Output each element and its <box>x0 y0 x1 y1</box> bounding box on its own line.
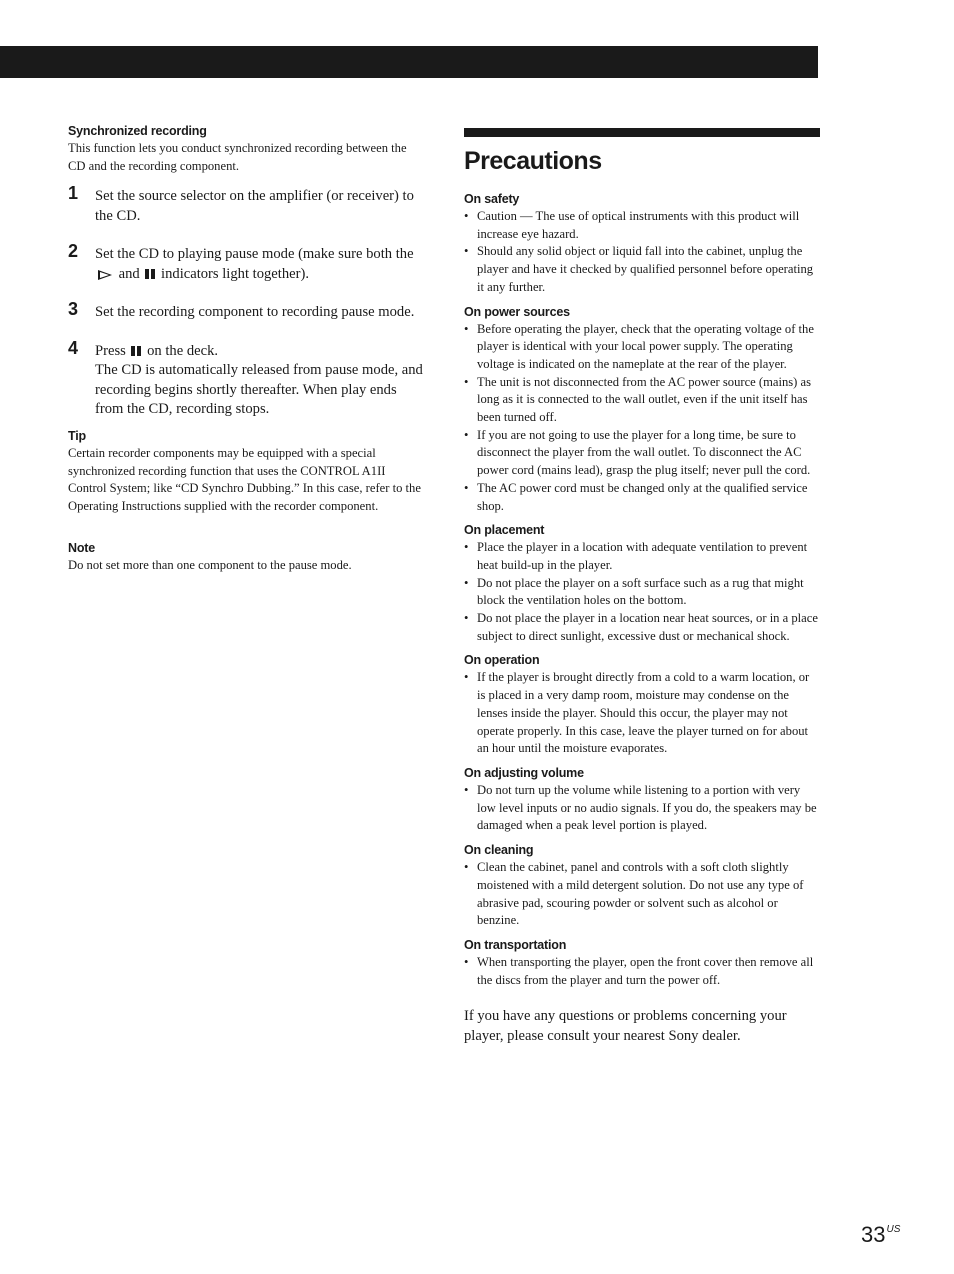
note-text: Do not set more than one component to the pause mode. <box>68 557 352 572</box>
section-power-sources <box>464 305 820 516</box>
step-text: Set the recording component to recording pause mode. <box>95 304 415 321</box>
pause-icon <box>145 269 155 279</box>
section-heading: On transportation <box>464 937 567 952</box>
page-title: Precautions <box>464 147 602 175</box>
section-placement <box>464 523 820 645</box>
list-item: • The unit is not disconnected from the AC power source (mains) as long as it is connected to the wall outlet, even if the unit itself has been turned off. <box>464 374 820 427</box>
step-text: Set the CD to playing pause mode (make sure both the <box>95 246 414 263</box>
list-item: • Before operating the player, check that the operating voltage of the player is identical with your local power supply. The operating voltage is indicated on the nameplate at the rear of the player. <box>464 321 820 374</box>
section-operation <box>464 653 820 758</box>
step-2 <box>68 241 424 284</box>
section-transportation <box>464 938 820 989</box>
sync-intro: This function lets you conduct synchronized recording between the CD and the recording component. <box>68 141 407 173</box>
step-text: Set the source selector on the amplifier (or receiver) to the CD. <box>95 188 414 224</box>
list-item: • Do not place the player on a soft surface such as a rug that might block the ventilation holes on the bottom. <box>464 575 820 610</box>
step-text: Press <box>95 342 126 359</box>
list-item: • If you are not going to use the player for a long time, be sure to disconnect the player from the wall outlet. To disconnect the AC power cord (mains lead), grasp the plug itself; never pull the cord. <box>464 427 820 480</box>
header-bar <box>0 46 818 78</box>
tip-text: Certain recorder components may be equipped with a special synchronized recording function that uses the CONTROL A1II Control System; like “CD Synchro Dubbing.” In this case, refer to the Operating Instructions supplied with the recorder component. <box>68 445 421 514</box>
section-heading: On operation <box>464 653 540 668</box>
pause-icon <box>131 346 141 356</box>
tip-heading: Tip <box>68 428 86 443</box>
title-rule <box>464 128 820 137</box>
step-number: 2 <box>68 241 79 262</box>
list-item: • If the player is brought directly from a cold to a warm location, or is placed in a very damp room, moisture may condense on the lenses inside the player. Should this occur, the player may not operate properly. In this case, leave the player turned on for about an hour until the moisture evaporates. <box>464 669 820 758</box>
step-4 <box>68 337 424 420</box>
section-cleaning <box>464 843 820 930</box>
list-item: • When transporting the player, open the front cover then remove all the discs from the player and turn the power off. <box>464 954 820 989</box>
section-heading: On adjusting volume <box>464 765 584 780</box>
step-3 <box>68 299 424 323</box>
step-detail: The CD is automatically released from pause mode, and recording begins shortly thereafter. When play ends from the CD, recording stops. <box>95 362 423 418</box>
step-number: 1 <box>68 183 79 204</box>
list-item: • The AC power cord must be changed only at the qualified service shop. <box>464 480 820 515</box>
step-number: 3 <box>68 299 79 320</box>
step-text: on the deck. <box>147 342 219 359</box>
section-heading: On cleaning <box>464 843 534 858</box>
page-number <box>861 1222 900 1248</box>
right-column <box>464 128 820 1046</box>
step-text: indicators light together). <box>161 265 309 282</box>
section-safety <box>464 192 820 297</box>
play-icon <box>98 270 112 280</box>
list-item: • Should any solid object or liquid fall into the cabinet, unplug the player and have it checked by qualified personnel before operating it any further. <box>464 243 820 296</box>
step-text: and <box>118 265 140 282</box>
step-number: 4 <box>68 337 79 358</box>
list-item: • Do not turn up the volume while listening to a portion with very low level inputs or no audio signals. If you do, the speakers may be damaged when a peak level portion is played. <box>464 782 820 835</box>
list-item: • Caution — The use of optical instruments with this product will increase eye hazard. <box>464 208 820 243</box>
closing-text: If you have any questions or problems concerning your player, please consult your nearest Sony dealer. <box>464 1008 787 1044</box>
section-heading: On safety <box>464 192 520 206</box>
note-heading: Note <box>68 540 95 555</box>
page-number-value: 33 <box>861 1222 886 1247</box>
section-heading: On power sources <box>464 304 570 319</box>
list-item: • Place the player in a location with adequate ventilation to prevent heat build-up in the player. <box>464 539 820 574</box>
step-1 <box>68 183 424 226</box>
section-heading: On placement <box>464 523 545 538</box>
list-item: • Clean the cabinet, panel and controls with a soft cloth slightly moistened with a mild detergent solution. Do not use any type of abrasive pad, scouring powder or solvent such as alcohol or benzine. <box>464 859 820 930</box>
section-adjusting-volume <box>464 766 820 835</box>
list-item: • Do not place the player in a location near heat sources, or in a place subject to direct sunlight, excessive dust or mechanical shock. <box>464 610 820 645</box>
page-region-suffix: US <box>886 1224 901 1235</box>
left-column <box>68 124 424 574</box>
sync-heading: Synchronized recording <box>68 124 207 138</box>
